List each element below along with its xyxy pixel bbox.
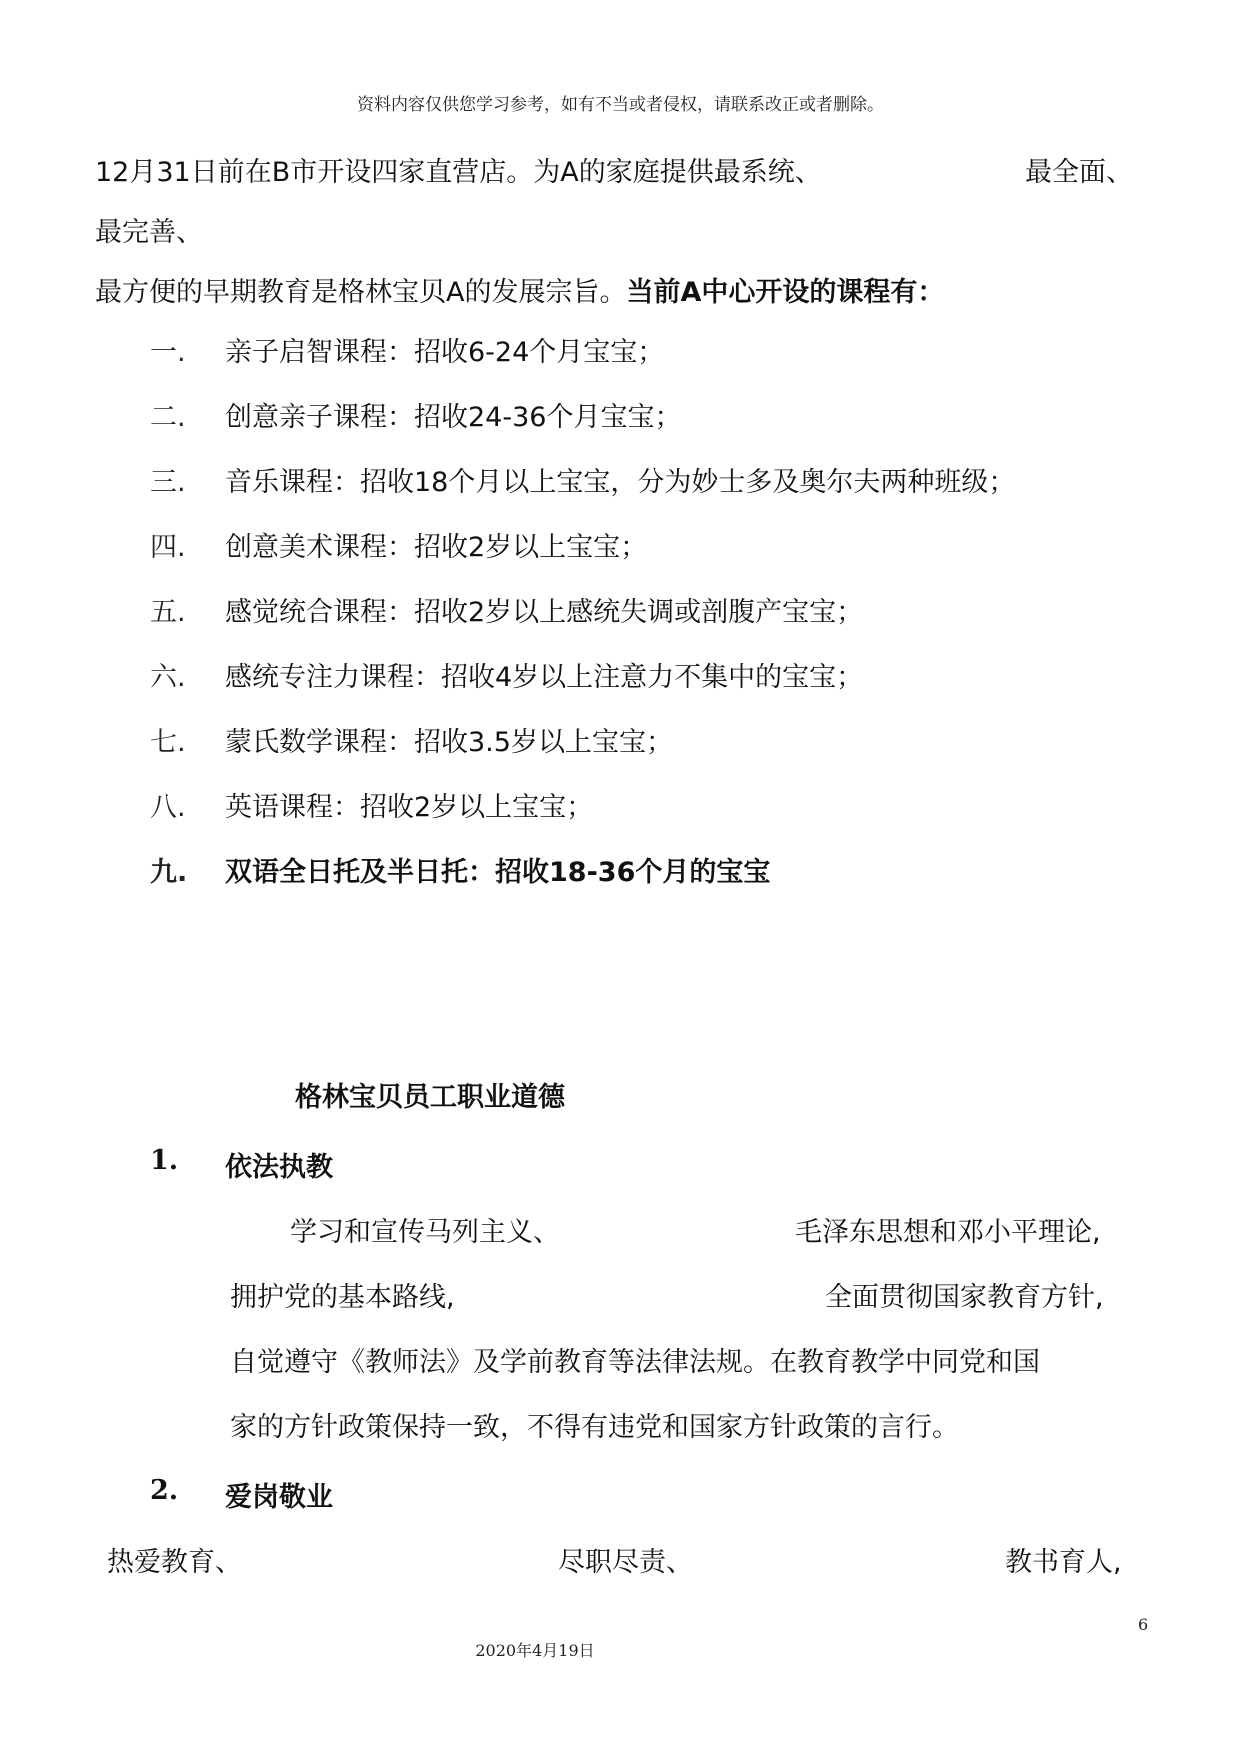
course-item: 蒙氏数学课程：招收3.5岁以上宝宝； [225, 727, 673, 758]
item-2-text-1: 热爱教育、 [107, 1547, 242, 1578]
item-1-title: 依法执教 [225, 1152, 333, 1183]
intro-line-3-bold: 当前A中心开设的课程有： [626, 277, 945, 308]
course-item: 感觉统合课程：招收2岁以上感统失调或剖腹产宝宝； [225, 597, 864, 628]
course-item: 双语全日托及半日托：招收18-36个月的宝宝 [225, 857, 771, 888]
course-number: 二. [150, 402, 186, 433]
intro-line-3-text: 最方便的早期教育是格林宝贝A的发展宗旨。 [95, 277, 627, 308]
item-1-text-line-2a: 拥护党的基本路线, [230, 1282, 455, 1313]
course-number: 七. [150, 727, 186, 758]
course-number: 九. [150, 857, 188, 888]
item-1-text-line-1b: 毛泽东思想和邓小平理论, [795, 1217, 1101, 1248]
course-item: 创意亲子课程：招收24-36个月宝宝； [225, 402, 682, 433]
course-number: 八. [150, 792, 186, 823]
course-number: 六. [150, 662, 186, 693]
intro-line-1-end: 最全面、 [1025, 157, 1133, 188]
item-1-text-line-2b: 全面贯彻国家教育方针, [825, 1282, 1104, 1313]
item-1-number: 1. [150, 1145, 179, 1176]
course-item: 音乐课程：招收18个月以上宝宝，分为妙士多及奥尔夫两种班级； [225, 467, 1016, 498]
course-item: 英语课程：招收2岁以上宝宝； [225, 792, 594, 823]
intro-line-1: 12月31日前在B市开设四家直营店。为A的家庭提供最系统、 [95, 157, 822, 188]
course-number: 四. [150, 532, 186, 563]
course-number: 五. [150, 597, 186, 628]
item-1-text-line-3: 自觉遵守《教师法》及学前教育等法律法规。在教育教学中同党和国 [230, 1347, 1040, 1378]
course-item: 亲子启智课程：招收6-24个月宝宝； [225, 337, 665, 368]
footer-date: 2020年4月19日 [475, 1641, 595, 1660]
item-1-text-line-1a: 学习和宣传马列主义、 [290, 1217, 560, 1248]
item-2-title: 爱岗敬业 [225, 1482, 333, 1513]
course-item: 感统专注力课程：招收4岁以上注意力不集中的宝宝； [225, 662, 864, 693]
item-1-text-line-4: 家的方针政策保持一致，不得有违党和国家方针政策的言行。 [230, 1412, 959, 1443]
section-title: 格林宝贝员工职业道德 [295, 1082, 565, 1113]
item-2-number: 2. [150, 1475, 179, 1506]
course-number: 三. [150, 467, 186, 498]
page-header-disclaimer: 资料内容仅供您学习参考，如有不当或者侵权，请联系改正或者删除。 [357, 95, 884, 115]
course-number: 一. [150, 337, 186, 368]
intro-line-2: 最完善、 [95, 217, 203, 248]
item-2-text-3: 教书育人, [1005, 1547, 1122, 1578]
item-2-text-2: 尽职尽责、 [558, 1547, 693, 1578]
page-number: 6 [1138, 1615, 1149, 1634]
intro-line-3 [95, 270, 944, 309]
course-item: 创意美术课程：招收2岁以上宝宝； [225, 532, 648, 563]
